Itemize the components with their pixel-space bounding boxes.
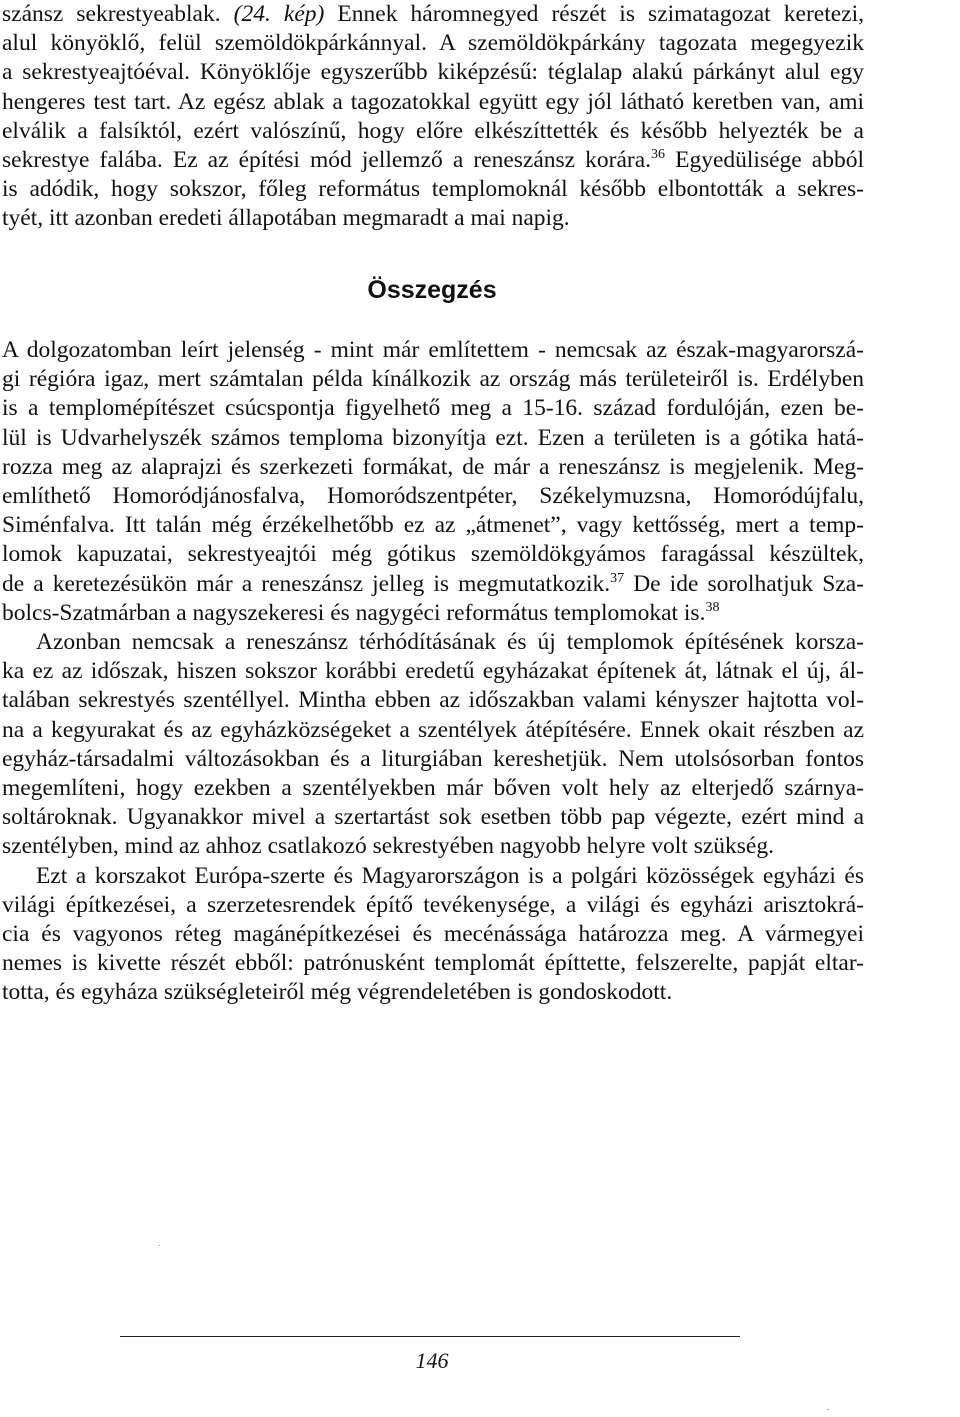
page-number: 146 [415,1348,449,1373]
text-line: A dolgozatomban leírt jelenség - mint már említettem - nemcsak az észak-magyarorszá- [2,337,864,363]
text-line: is adódik, hogy sokszor, főleg református templomoknál később elbontották a sekres- [2,176,864,203]
footnote-divider [120,1336,740,1337]
text-line: megemlíteni, hogy ezekben a szentélyekben már bőven volt hely az elterjedő szárnya- [2,775,864,802]
text-line: talában sekrestyés szentéllyel. Mintha ebben az időszakban valami kényszer hajtotta vol- [2,687,864,714]
section-heading: Összegzés [367,276,497,304]
text-line: bolcs-Szatmárban a nagyszekeresi és nagygéci református templomokat is.$^{38}$ [2,599,720,626]
scan-speck: · [826,1402,830,1416]
text-line: gi régióra igaz, mert számtalan példa kínálkozik az ország más területeiről is. Erdélyben [2,366,864,393]
text-line: lül is Udvarhelyszék számos temploma bizonyítja ezt. Ezen a területen is a gótika hatá- [2,424,864,451]
text-line: rozza meg az alaprajzi és szerkezeti formákat, de már a reneszánsz is megjelenik. Meg- [2,453,864,480]
text-line: hengeres test tart. Az egész ablak a tagozatokkal együtt egy jól látható keretben van, ami [2,88,864,115]
text-line: Azonban nemcsak a reneszánsz térhódításának és új templomok építésének korsza- [36,629,864,656]
text-line: tyét, itt azonban eredeti állapotában megmaradt a mai napig. [2,205,570,232]
footnote-marker: 38 [705,599,720,615]
text-line: totta, és egyháza szükségleteiről még végrendeletében is gondoskodott. [2,979,673,1006]
text-line: a sekrestyeajtóéval. Könyöklője egyszerűbb kiképzésű: téglalap alakú párkányt alul egy [2,59,864,86]
text-line: nemes is kivette részét ebből: patrónusként templomát építtette, felszerelte, papját eltar- [2,950,864,977]
text-line: Ezt a korszakot Európa-szerte és Magyarországon is a polgári közösségek egyházi és [36,862,864,889]
text-line: lomok kapuzatai, sekrestyeajtói még gótikus szemöldökgyámos faragással készültek, [2,541,864,568]
figure-reference: (24. kép) [233,1,325,27]
intro-paragraph [2,0,864,234]
text-line: is a templomépítészet csúcspontja figyelhető meg a 15-16. század fordulóján, ezen be- [2,395,864,422]
footnote-marker: 37 [610,570,625,586]
text-line: sekrestye falába. Ez az építési mód jellemző a reneszánsz korára.$^{36}$ Egyedülisége abból [2,147,864,174]
text-line: egyház-társadalmi változásokban és a liturgiában kereshetjük. Nem utolsósorban fontos [2,745,864,772]
text-line: cia és vagyonos réteg magánépítkezései és mecénássága határozza meg. A vármegyei [2,921,864,948]
scan-speck: · [157,1238,161,1252]
text-line: szánsz sekrestyeablak. (24. kép) Ennek háromnegyed részét is szimatagozat keretezi, [2,1,864,27]
text-line: említhető Homoródjánosfalva, Homoródszentpéter, Székelymuzsna, Homoródújfalu, [2,483,864,510]
text-line: na a kegyurakat és az egyházközségeket a szentélyek átépítésére. Ennek okait részben az [2,716,864,743]
footnote-marker: 36 [651,147,666,163]
text-line: szentélyben, mind az ahhoz csatlakozó sekrestyében nagyobb helyre volt szükség. [2,833,774,860]
text-line: alul könyöklő, felül szemöldökpárkánnyal. A szemöldökpárkány tagozata megegyezik [2,30,864,57]
text-line: elválik a falsíktól, ezért valószínű, hogy előre elkészíttették és később helyezték be a [2,117,864,144]
body-text [2,336,864,1008]
text-line: ka ez az időszak, hiszen sokszor korábbi eredetű egyházakat építenek át, látnak el új, ál- [2,658,864,685]
text-line: világi építkezései, a szerzetesrendek építő tevékenysége, a világi és egyházi arisztokrá- [2,891,864,918]
text-line: Siménfalva. Itt talán még érzékelhetőbb ez az „átmenet”, vagy kettősség, mert a temp- [2,512,864,539]
text-line: soltároknak. Ugyanakkor mivel a szertartást sok esetben több pap végezte, ezért mind a [2,804,864,831]
text-line: de a keretezésükön már a reneszánsz jelleg is megmutatkozik.$^{37}$ De ide sorolhatjuk Sza- [2,570,864,597]
